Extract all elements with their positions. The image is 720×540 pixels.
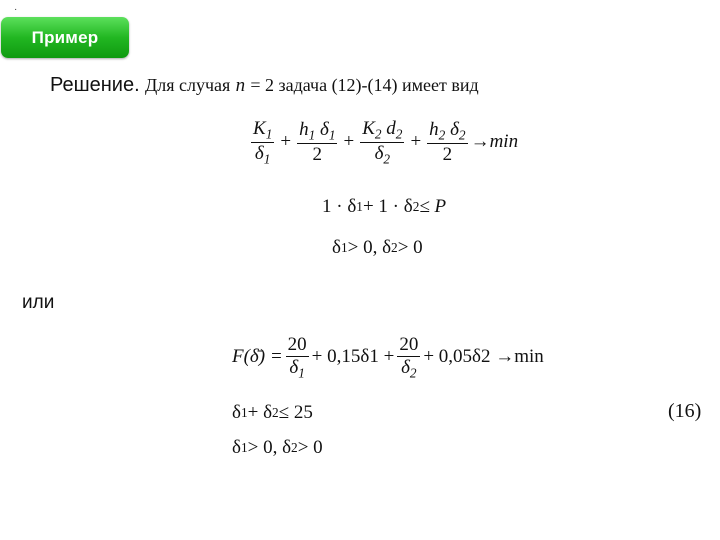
- constraint-1-budget: 1 · δ 1 + 1 · δ 2 ≤ P: [322, 196, 447, 217]
- example-badge-label: Пример: [31, 27, 99, 47]
- objective-2: [232, 334, 544, 381]
- intro-text-b: = 2 задача (12)-(14) имеет вид: [250, 75, 479, 95]
- intro-n-variable: n: [235, 75, 246, 96]
- arrow-min: →min: [470, 131, 519, 153]
- plus-sign: +: [410, 131, 422, 153]
- f-lhs: F(δ̄) =: [232, 346, 283, 368]
- plus-sign: +: [280, 131, 292, 153]
- constraint-2-budget: δ 1 + δ 2 ≤ 25: [232, 402, 313, 423]
- term-h2-delta2-over-2: $\frac{h_2 \delta_2}{2}$: [429, 119, 466, 165]
- term-h1-delta1-over-2: $\frac{h_1 \delta_1}{2}$: [299, 119, 336, 165]
- middle-terms: + 0,15δ1 +: [311, 346, 395, 368]
- term-20-over-delta2: $\frac{20}{\delta_2}$: [399, 334, 419, 381]
- tail-terms: + 0,05δ2 →min: [423, 346, 544, 368]
- term-k1-over-delta1: $\frac{K_1}{\delta_1}$: [253, 118, 273, 167]
- term-20-over-delta1: $\frac{20}{\delta_1}$: [287, 334, 307, 381]
- solution-heading: Решение.: [50, 74, 140, 96]
- constraint-2-positivity: δ 1 > 0, δ 2 > 0: [232, 437, 323, 458]
- corner-marker: ·: [14, 4, 18, 15]
- or-label: или: [22, 292, 55, 313]
- constraint-1-positivity: δ 1 > 0, δ 2 > 0: [332, 237, 423, 258]
- intro-text-a: Для случая: [144, 75, 231, 95]
- equation-number: (16): [668, 400, 702, 422]
- objective-1: [248, 118, 518, 167]
- solution-intro: [50, 74, 479, 97]
- term-k2-over-delta2: $\frac{K_2 d_2}{\delta_2}$: [362, 118, 403, 167]
- plus-sign: +: [343, 131, 355, 153]
- example-badge: [1, 17, 129, 58]
